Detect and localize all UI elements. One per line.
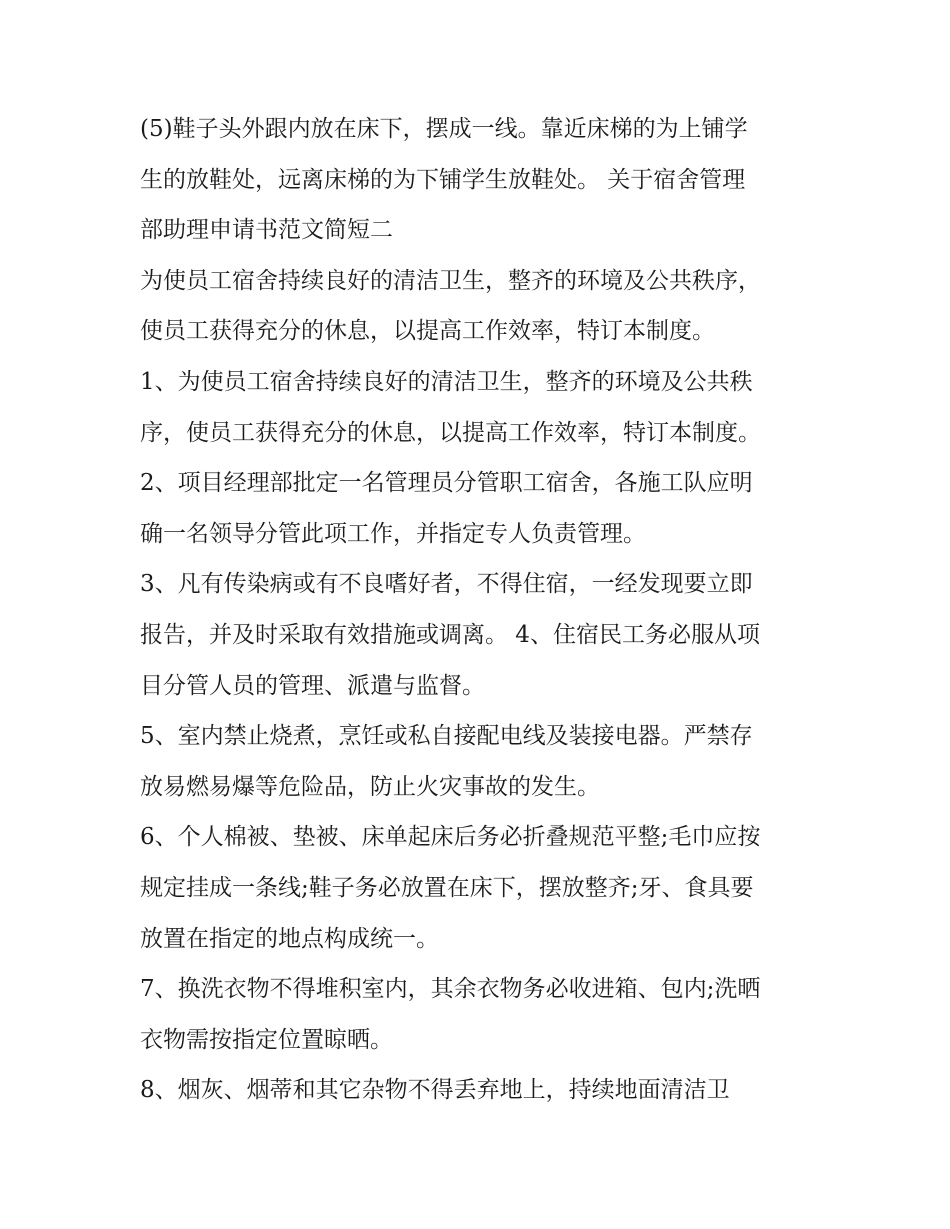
- document-body: [140, 104, 820, 1116]
- text-line: 6、个人棉被、垫被、床单起床后务必折叠规范平整;毛巾应按: [140, 824, 761, 851]
- text-line: 5、室内禁止烧煮，烹饪或私自接配电线及装接电器。严禁存: [140, 723, 753, 750]
- text-line: 目分管人员的管理、派遣与监督。: [140, 672, 485, 699]
- text-line: 部助理申请书范文简短二: [140, 217, 393, 244]
- text-line: 1、为使员工宿舍持续良好的清洁卫生，整齐的环境及公共秩: [140, 368, 753, 395]
- text-line: 使员工获得充分的休息，以提高工作效率，特订本制度。: [140, 318, 715, 345]
- text-line: 确一名领导分管此项工作，并指定专人负责管理。: [140, 520, 646, 547]
- text-line: 8、烟灰、烟蒂和其它杂物不得丢弃地上，持续地面清洁卫: [140, 1077, 730, 1104]
- text-line: 为使员工宿舍持续良好的清洁卫生，整齐的环境及公共秩序，: [140, 267, 761, 294]
- text-line: 放易燃易爆等危险品，防止火灾事故的发生。: [140, 773, 600, 800]
- text-line: 3、凡有传染病或有不良嗜好者，不得住宿，一经发现要立即: [140, 571, 753, 598]
- text-line: (5)鞋子头外跟内放在床下，摆成一线。靠近床梯的为上铺学: [140, 116, 748, 142]
- text-line: 放置在指定的地点构成统一。: [140, 925, 439, 952]
- text-line: 规定挂成一条线;鞋子务必放置在床下，摆放整齐;牙、食具要: [140, 874, 754, 901]
- text-line: 序，使员工获得充分的休息，以提高工作效率，特订本制度。: [140, 419, 761, 446]
- text-line: 7、换洗衣物不得堆积室内，其余衣物务必收进箱、包内;洗晒: [140, 976, 761, 1003]
- text-line: 生的放鞋处，远离床梯的为下铺学生放鞋处。 关于宿舍管理: [140, 166, 746, 193]
- text-line: 报告，并及时采取有效措施或调离。 4、住宿民工务必服从项: [140, 621, 760, 648]
- text-line: 2、项目经理部批定一名管理员分管职工宿舍，各施工队应明: [140, 470, 753, 497]
- text-line: 衣物需按指定位置晾晒。: [140, 1026, 393, 1053]
